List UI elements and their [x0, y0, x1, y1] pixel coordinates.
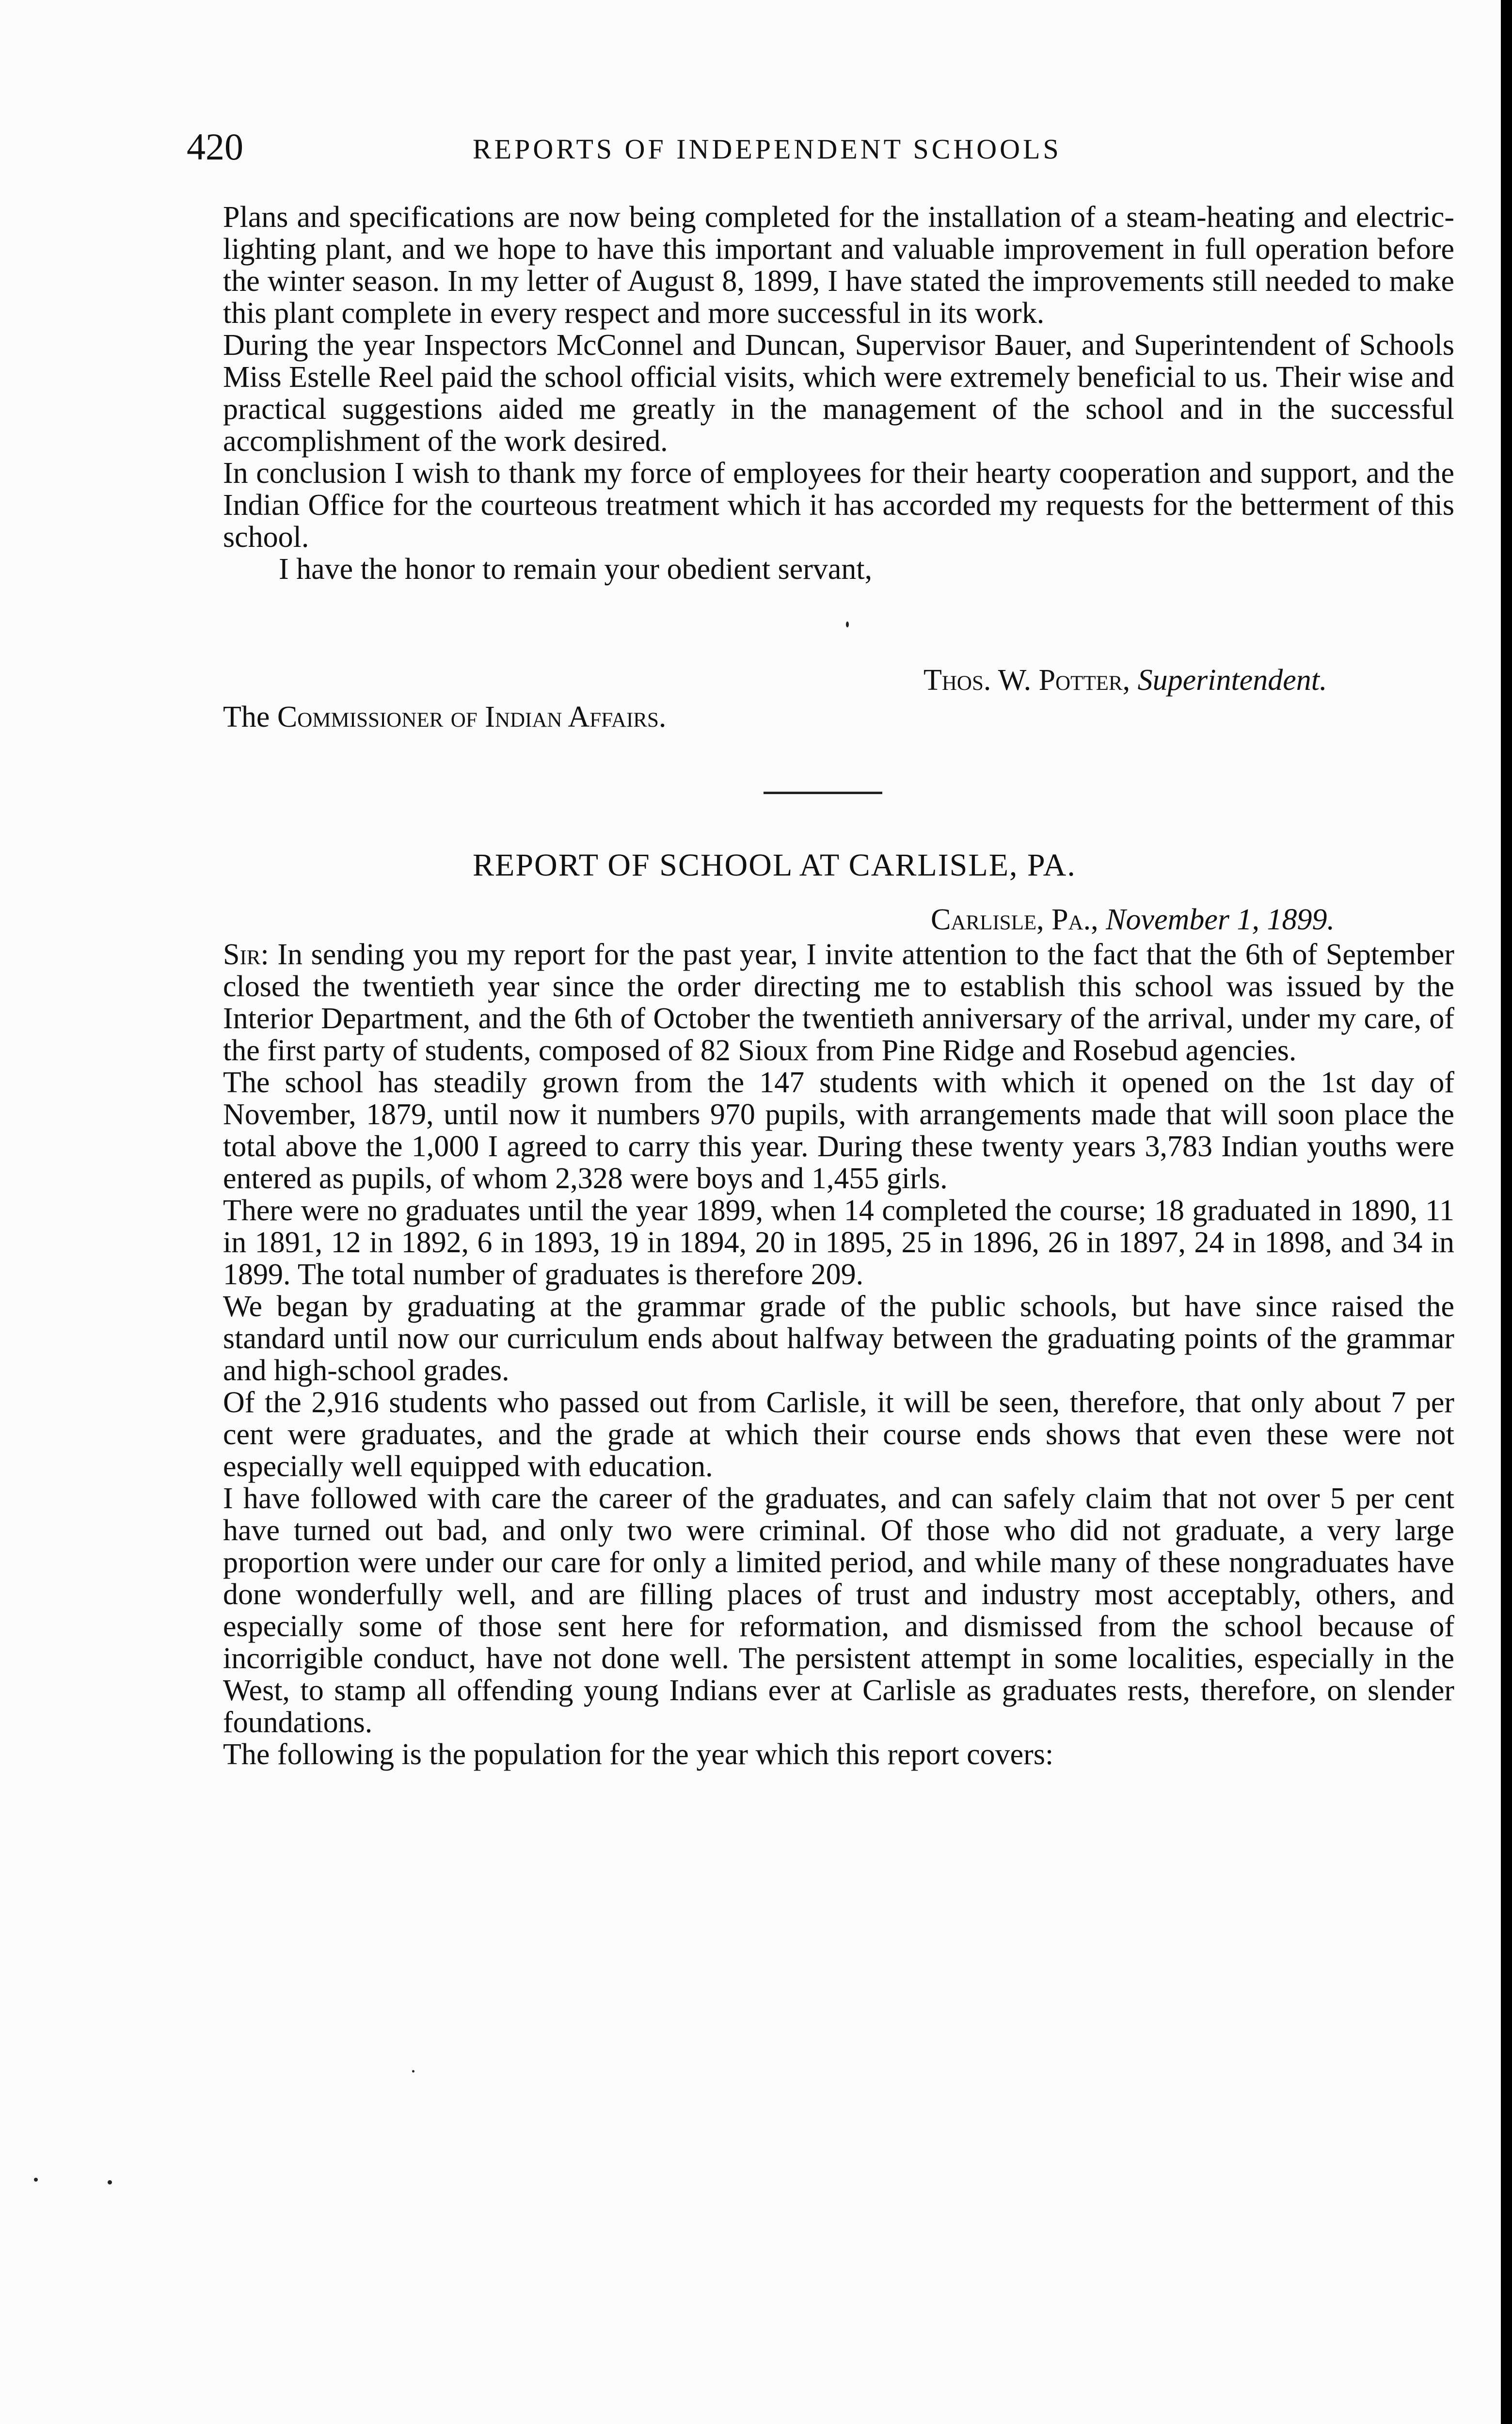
paragraph-conclusion: In conclusion I wish to thank my force of employees for their hearty cooperation and support, and the Indian Office for the courteous treatment which it has accorded my requests for the betterment of this school.: [223, 457, 1454, 554]
paragraph-population: The following is the population for the year which this report covers:: [223, 1738, 1054, 1771]
addressee-title: Commissioner of Indian Affairs.: [277, 701, 667, 734]
running-head: [187, 125, 1457, 169]
paragraph-standard: We began by graduating at the grammar grade of the public schools, but have since raised the standard until now our curriculum ends about halfway between the graduating points of the grammar and high-school grades.: [223, 1290, 1454, 1387]
print-speck: [108, 2180, 112, 2185]
paragraph-heating-plant: Plans and specifications are now being completed for the installation of a steam-heating and electric-lighting plant, and we hope to have this important and valuable improvement in full operation before the winter season. In my letter of August 8, 1899, I have stated the improvements still needed to make this plant complete in every respect and more successful in its work.: [223, 201, 1454, 330]
signatory-name: Thos. W. Potter,: [923, 664, 1130, 697]
dateline-date: November 1, 1899.: [1106, 903, 1335, 936]
paragraph-career: I have followed with care the career of the graduates, and can safely claim that not over 5 per cent have turned out bad, and only two were criminal. Of those who did not graduate, a very large proportion were under our care for only a limited period, and while many of these nongraduates have done wonderfully well, and are filling places of trust and industry most acceptably, others, and especially some of those sent here for reformation, and dismissed from the school because of incorrigible conduct, have not done well. The persistent attempt in some localities, especially in the West, to stamp all offending young Indians ever at Carlisle as graduates rests, therefore, on slender foundations.: [223, 1482, 1454, 1739]
salutation: Sir:: [223, 938, 269, 971]
opening-text: [223, 201, 1454, 585]
section-title: REPORT OF SCHOOL AT CARLISLE, PA.: [473, 847, 1076, 883]
signature: [923, 664, 1327, 696]
dateline: [931, 903, 1335, 937]
signatory-role: Superintendent.: [1137, 664, 1327, 697]
paragraph-founding-text: In sending you my report for the past year, I invite attention to the fact that the 6th of September closed the twentieth year since the order directing me to establish this school was issued by the Interior Department, and the 6th of October the twentieth anniversary of the arrival, under my care, of the first party of students, composed of 82 Sioux from Pine Ridge and Rosebud agencies.: [223, 938, 1454, 1067]
closing-line: I have the honor to remain your obedient servant,: [279, 553, 873, 586]
addressee-prefix: The: [223, 701, 270, 734]
section-divider: [764, 792, 882, 794]
running-head-title: REPORTS OF INDEPENDENT SCHOOLS: [473, 133, 1062, 165]
paragraph-graduates: There were no graduates until the year 1899, when 14 completed the course; 18 graduated in 1890, 11 in 1891, 12 in 1892, 6 in 1893, 19 in 1894, 20 in 1895, 25 in 1896, 26 in 1897, 24 in 1898, and 34 in 1899. The total number of graduates is therefore 209.: [223, 1194, 1454, 1291]
page-number: 420: [187, 126, 243, 168]
print-speck: [412, 2070, 414, 2073]
report-text: [223, 939, 1454, 1770]
addressee: [223, 701, 666, 733]
print-speck: [846, 622, 849, 627]
paragraph-inspections: During the year Inspectors McConnel and Duncan, Supervisor Bauer, and Superintendent of Schools Miss Estelle Reel paid the school official visits, which were extremely beneficial to us. Their wise and practical suggestions aided me greatly in the management of the school and in the successful accomplishment of the work desired.: [223, 329, 1454, 458]
paragraph-students: Of the 2,916 students who passed out from Carlisle, it will be seen, therefore, that only about 7 per cent were graduates, and the grade at which their course ends shows that even these were not especially well equipped with education.: [223, 1386, 1454, 1483]
paragraph-founding: [223, 939, 1454, 1067]
paragraph-growth: The school has steadily grown from the 147 students with which it opened on the 1st day of November, 1879, until now it numbers 970 pupils, with arrangements made that will soon place the total above the 1,000 I agreed to carry this year. During these twenty years 3,783 Indian youths were entered as pupils, of whom 2,328 were boys and 1,455 girls.: [223, 1066, 1454, 1195]
dateline-place: Carlisle, Pa.,: [931, 903, 1098, 936]
print-speck: [34, 2178, 38, 2182]
